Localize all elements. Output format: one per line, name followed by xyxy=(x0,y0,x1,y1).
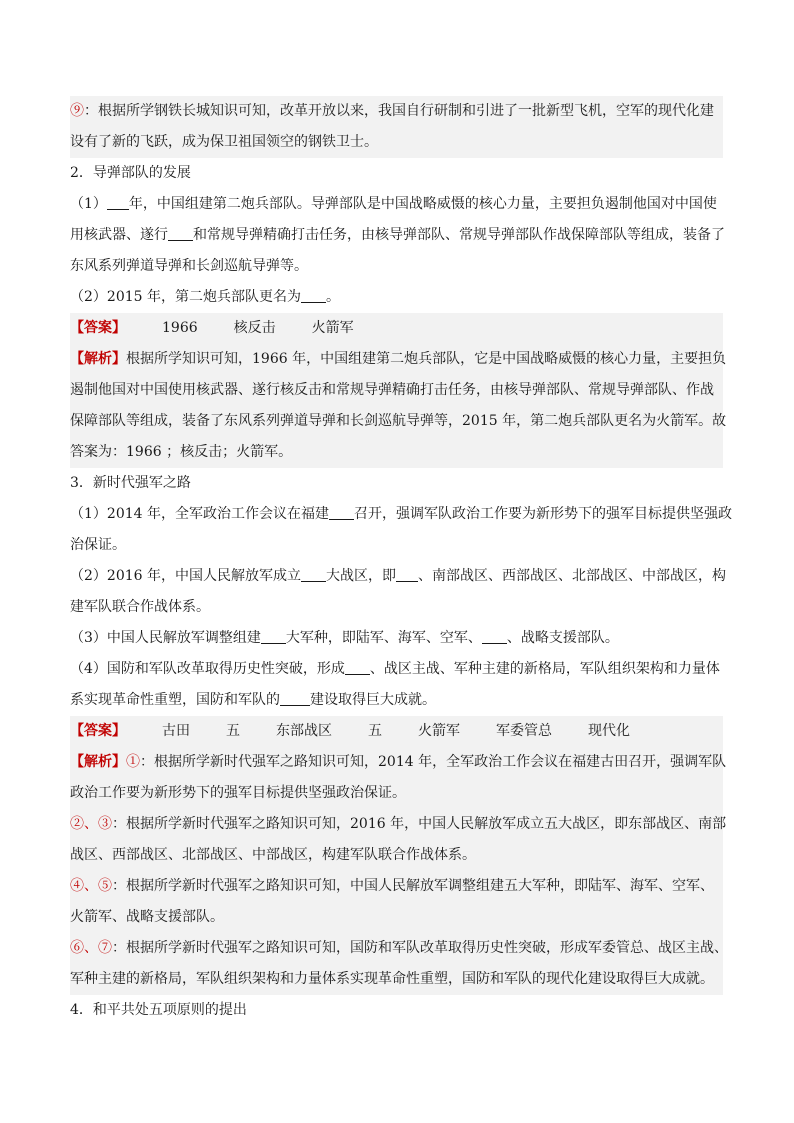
text-segment: 年，中国组建第二炮兵部队。导弹部队是中国战略威慑的核心力量，主要担负遏制他国对中国使 xyxy=(128,196,717,212)
text-line xyxy=(70,716,723,747)
text-segment: 治保证。 xyxy=(70,537,126,553)
answer-value: 军委管总 xyxy=(496,723,552,739)
answer-value: 现代化 xyxy=(588,723,630,739)
text-line xyxy=(70,902,723,933)
text-segment: 和常规导弹精确打击任务，由核导弹部队、常规导弹部队作战保障部队等组成，装备了 xyxy=(193,227,725,243)
text-segment: 、战略支援部队。 xyxy=(506,630,619,646)
text-line xyxy=(70,530,723,561)
text-segment: 4．和平共处五项原则的提出 xyxy=(70,1002,247,1018)
question-block xyxy=(70,158,723,313)
shaded-answer-block xyxy=(70,96,723,158)
section-tag-label: 【答案】 xyxy=(70,723,126,739)
text-segment: 东风系列弹道导弹和长剑巡航导弹等。 xyxy=(70,258,308,274)
text-line xyxy=(70,995,723,1026)
text-line xyxy=(70,468,723,499)
shaded-answer-block xyxy=(70,313,727,468)
answer-value: 古田 xyxy=(162,723,190,739)
text-line xyxy=(70,220,723,251)
text-segment: ：根据所学新时代强军之路知识可知，国防和军队改革取得历史性突破，形成军委管总、战区主战、 xyxy=(112,940,728,956)
answer-value: 火箭军 xyxy=(418,723,460,739)
text-line xyxy=(70,964,723,995)
text-segment: （2）2015 年，第二炮兵部队更名为 xyxy=(70,289,301,305)
text-line xyxy=(70,561,726,592)
text-segment: 答案为：1966 ；核反击；火箭军。 xyxy=(70,444,293,460)
fill-in-blank xyxy=(107,195,129,210)
text-segment: 战区、西部战区、北部战区、中部战区，构建军队联合作战体系。 xyxy=(70,847,476,863)
text-segment: ：根据所学钢铁长城知识可知，改革开放以来，我国自行研制和引进了一批新型飞机，空军的现代化建 xyxy=(84,103,714,119)
text-segment: 根据所学知识可知，1966 年，中国组建第二炮兵部队，它是中国战略威慑的核心力量，主要担负 xyxy=(126,351,727,367)
text-segment: 系实现革命性重塑，国防和军队的 xyxy=(70,692,280,708)
text-segment: （1）2014 年，全军政治工作会议在福建 xyxy=(70,506,329,522)
question-block xyxy=(70,468,732,716)
text-segment: （3）中国人民解放军调整组建 xyxy=(70,630,261,646)
text-segment: （2）2016 年，中国人民解放军成立 xyxy=(70,568,301,584)
text-segment: ：根据所学新时代强军之路知识可知，2016 年，中国人民解放军成立五大战区，即东部战区、南部 xyxy=(112,816,727,832)
text-line xyxy=(70,282,723,313)
text-segment: 火箭军、战略支援部队。 xyxy=(70,909,224,925)
item-number-marker: ②、③ xyxy=(70,816,112,832)
text-segment: 建设取得巨大成就。 xyxy=(310,692,436,708)
text-segment: 、战区主战、军种主建的新格局，军队组织架构和力量体 xyxy=(369,661,720,677)
text-line xyxy=(70,747,727,778)
text-segment: 遏制他国对中国使用核武器、遂行核反击和常规导弹精确打击任务，由核导弹部队、常规导弹部队、作战 xyxy=(70,382,714,398)
text-segment: 、南部战区、西部战区、北部战区、中部战区，构 xyxy=(418,568,726,584)
text-segment: 。 xyxy=(326,289,340,305)
text-line xyxy=(70,592,723,623)
text-line xyxy=(70,840,723,871)
answer-value: 五 xyxy=(226,723,240,739)
section-tag-label: 【解析】 xyxy=(70,754,126,770)
fill-in-blank xyxy=(345,660,370,675)
answer-value: 五 xyxy=(368,723,382,739)
text-line xyxy=(70,499,732,530)
text-line xyxy=(70,344,727,375)
text-line xyxy=(70,778,723,809)
text-line xyxy=(70,375,723,406)
item-number-marker: ④、⑤ xyxy=(70,878,112,894)
text-segment: 大军种，即陆军、海军、空军、 xyxy=(285,630,482,646)
text-line xyxy=(70,685,723,716)
section-tag-label: 【答案】 xyxy=(70,320,126,336)
text-line xyxy=(70,809,727,840)
item-number-marker: ① xyxy=(126,754,140,770)
answer-value: 1966 xyxy=(162,320,198,336)
item-number-marker: ⑨ xyxy=(70,103,84,119)
text-segment: 召开，强调军队政治工作要为新形势下的强军目标提供坚强政 xyxy=(354,506,732,522)
text-segment: ：根据所学新时代强军之路知识可知，2014 年，全军政治工作会议在福建古田召开，强调军队 xyxy=(140,754,727,770)
item-number-marker: ⑥、⑦ xyxy=(70,940,112,956)
fill-in-blank xyxy=(329,505,354,520)
text-segment: 政治工作要为新形势下的强军目标提供坚强政治保证。 xyxy=(70,785,406,801)
text-line xyxy=(70,437,723,468)
text-segment: 军种主建的新格局，军队组织架构和力量体系实现革命性重塑，国防和军队的现代化建设取得巨大成就。 xyxy=(70,971,714,987)
text-segment: 用核武器、遂行 xyxy=(70,227,168,243)
text-line xyxy=(70,623,723,654)
answer-value: 火箭军 xyxy=(311,320,354,336)
text-line xyxy=(70,933,728,964)
fill-in-blank xyxy=(168,226,193,241)
text-line xyxy=(70,127,723,158)
text-line xyxy=(70,158,723,189)
text-segment: 2．导弹部队的发展 xyxy=(70,165,191,181)
document-body xyxy=(70,96,732,1026)
answer-value: 东部战区 xyxy=(276,723,332,739)
text-line xyxy=(70,406,727,437)
question-block xyxy=(70,995,723,1026)
fill-in-blank xyxy=(482,629,507,644)
text-segment: 设有了新的飞跃，成为保卫祖国领空的钢铁卫士。 xyxy=(70,134,378,150)
text-segment: 建军队联合作战体系。 xyxy=(70,599,210,615)
text-line xyxy=(70,96,723,127)
answer-value: 核反击 xyxy=(233,320,276,336)
shaded-answer-block xyxy=(70,716,728,995)
text-segment: ：根据所学新时代强军之路知识可知，中国人民解放军调整组建五大军种，即陆军、海军、空军、 xyxy=(112,878,714,894)
text-segment: 大战区，即 xyxy=(326,568,396,584)
text-line xyxy=(70,313,723,344)
section-tag-label: 【解析】 xyxy=(70,351,126,367)
text-segment: 保障部队等组成，装备了东风系列弹道导弹和长剑巡航导弹等，2015 年，第二炮兵部队更名为火箭军。故 xyxy=(70,413,727,429)
text-line xyxy=(70,654,723,685)
fill-in-blank xyxy=(301,567,326,582)
text-line xyxy=(70,189,723,220)
text-segment: （1） xyxy=(70,196,107,212)
text-line xyxy=(70,251,723,282)
text-segment: （4）国防和军队改革取得历史性突破，形成 xyxy=(70,661,345,677)
fill-in-blank xyxy=(396,567,418,582)
text-line xyxy=(70,871,723,902)
fill-in-blank xyxy=(280,691,310,706)
fill-in-blank xyxy=(301,288,326,303)
fill-in-blank xyxy=(261,629,286,644)
text-segment: 3．新时代强军之路 xyxy=(70,475,191,491)
